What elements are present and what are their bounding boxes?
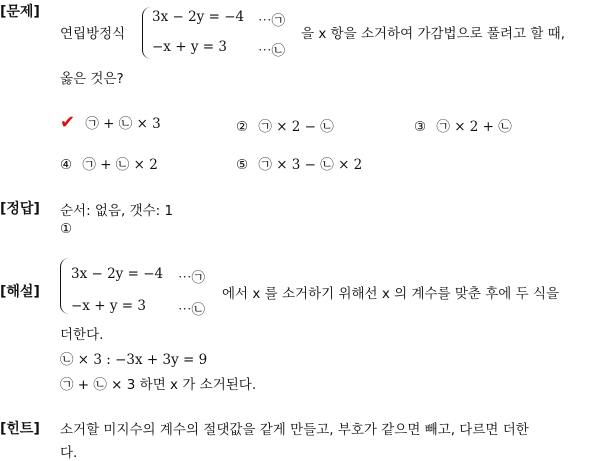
problem-equation-2: −x + y = 3	[152, 39, 227, 55]
answer-value: ①	[60, 221, 73, 237]
problem-system-brace	[142, 7, 151, 59]
choice-4[interactable]	[60, 153, 158, 173]
choice-2-number: ②	[236, 119, 249, 135]
problem-equation-2-mark: ⋯㉡	[258, 43, 285, 59]
solution-system-brace	[60, 258, 69, 314]
solution-tag: [해설]	[0, 284, 40, 300]
answer-tag: [정답]	[0, 201, 40, 217]
answer-count-line: 순서: 없음, 갯수: 1	[60, 203, 174, 219]
solution-text-line-2: 더한다.	[60, 327, 104, 343]
choice-1-text: ㉠ + ㉡ × 3	[85, 116, 161, 132]
hint-tag: [힌트]	[0, 421, 40, 437]
choice-5-number: ⑤	[236, 157, 249, 173]
solution-equation-1: 3x − 2y = −4	[71, 266, 164, 282]
problem-equation-1: 3x − 2y = −4	[152, 9, 245, 25]
choice-1[interactable]	[60, 112, 161, 133]
solution-equation-2-mark: ⋯㉡	[178, 302, 205, 318]
problem-equation-1-mark: ⋯㉠	[258, 13, 285, 29]
problem-intro: 연립방정식	[60, 26, 126, 42]
solution-text-line-1: 에서 x 를 소거하기 위해선 x 의 계수를 맞춘 후에 두 식을	[222, 286, 560, 302]
choice-5[interactable]	[236, 153, 362, 173]
choice-2[interactable]	[236, 115, 334, 135]
choice-4-text: ㉠ + ㉡ × 2	[82, 157, 158, 173]
choice-4-number: ④	[60, 157, 73, 173]
hint-text-line-2: 다.	[60, 445, 78, 461]
solution-step-2: ㉠ + ㉡ × 3 하면 x 가 소거된다.	[60, 377, 257, 393]
check-icon: ✔	[60, 112, 76, 133]
solution-step-1: ㉡ × 3 : −3x + 3y = 9	[60, 352, 208, 368]
hint-text-line-1: 소거할 미지수의 계수의 절댓값을 같게 만들고, 부호가 같으면 빼고, 다르면 더한	[60, 422, 529, 438]
problem-question-line-1: 을 x 항을 소거하여 가감법으로 풀려고 할 때,	[301, 26, 566, 42]
choice-3[interactable]	[414, 115, 512, 135]
solution-equation-1-mark: ⋯㉠	[178, 270, 205, 286]
choice-5-text: ㉠ × 3 − ㉡ × 2	[258, 157, 363, 173]
choice-3-text: ㉠ × 2 + ㉡	[436, 119, 512, 135]
solution-equation-2: −x + y = 3	[71, 298, 146, 314]
problem-tag: [문제]	[0, 4, 40, 20]
problem-question-line-2: 옳은 것은?	[60, 71, 124, 87]
choice-2-text: ㉠ × 2 − ㉡	[258, 119, 334, 135]
choice-3-number: ③	[414, 119, 427, 135]
